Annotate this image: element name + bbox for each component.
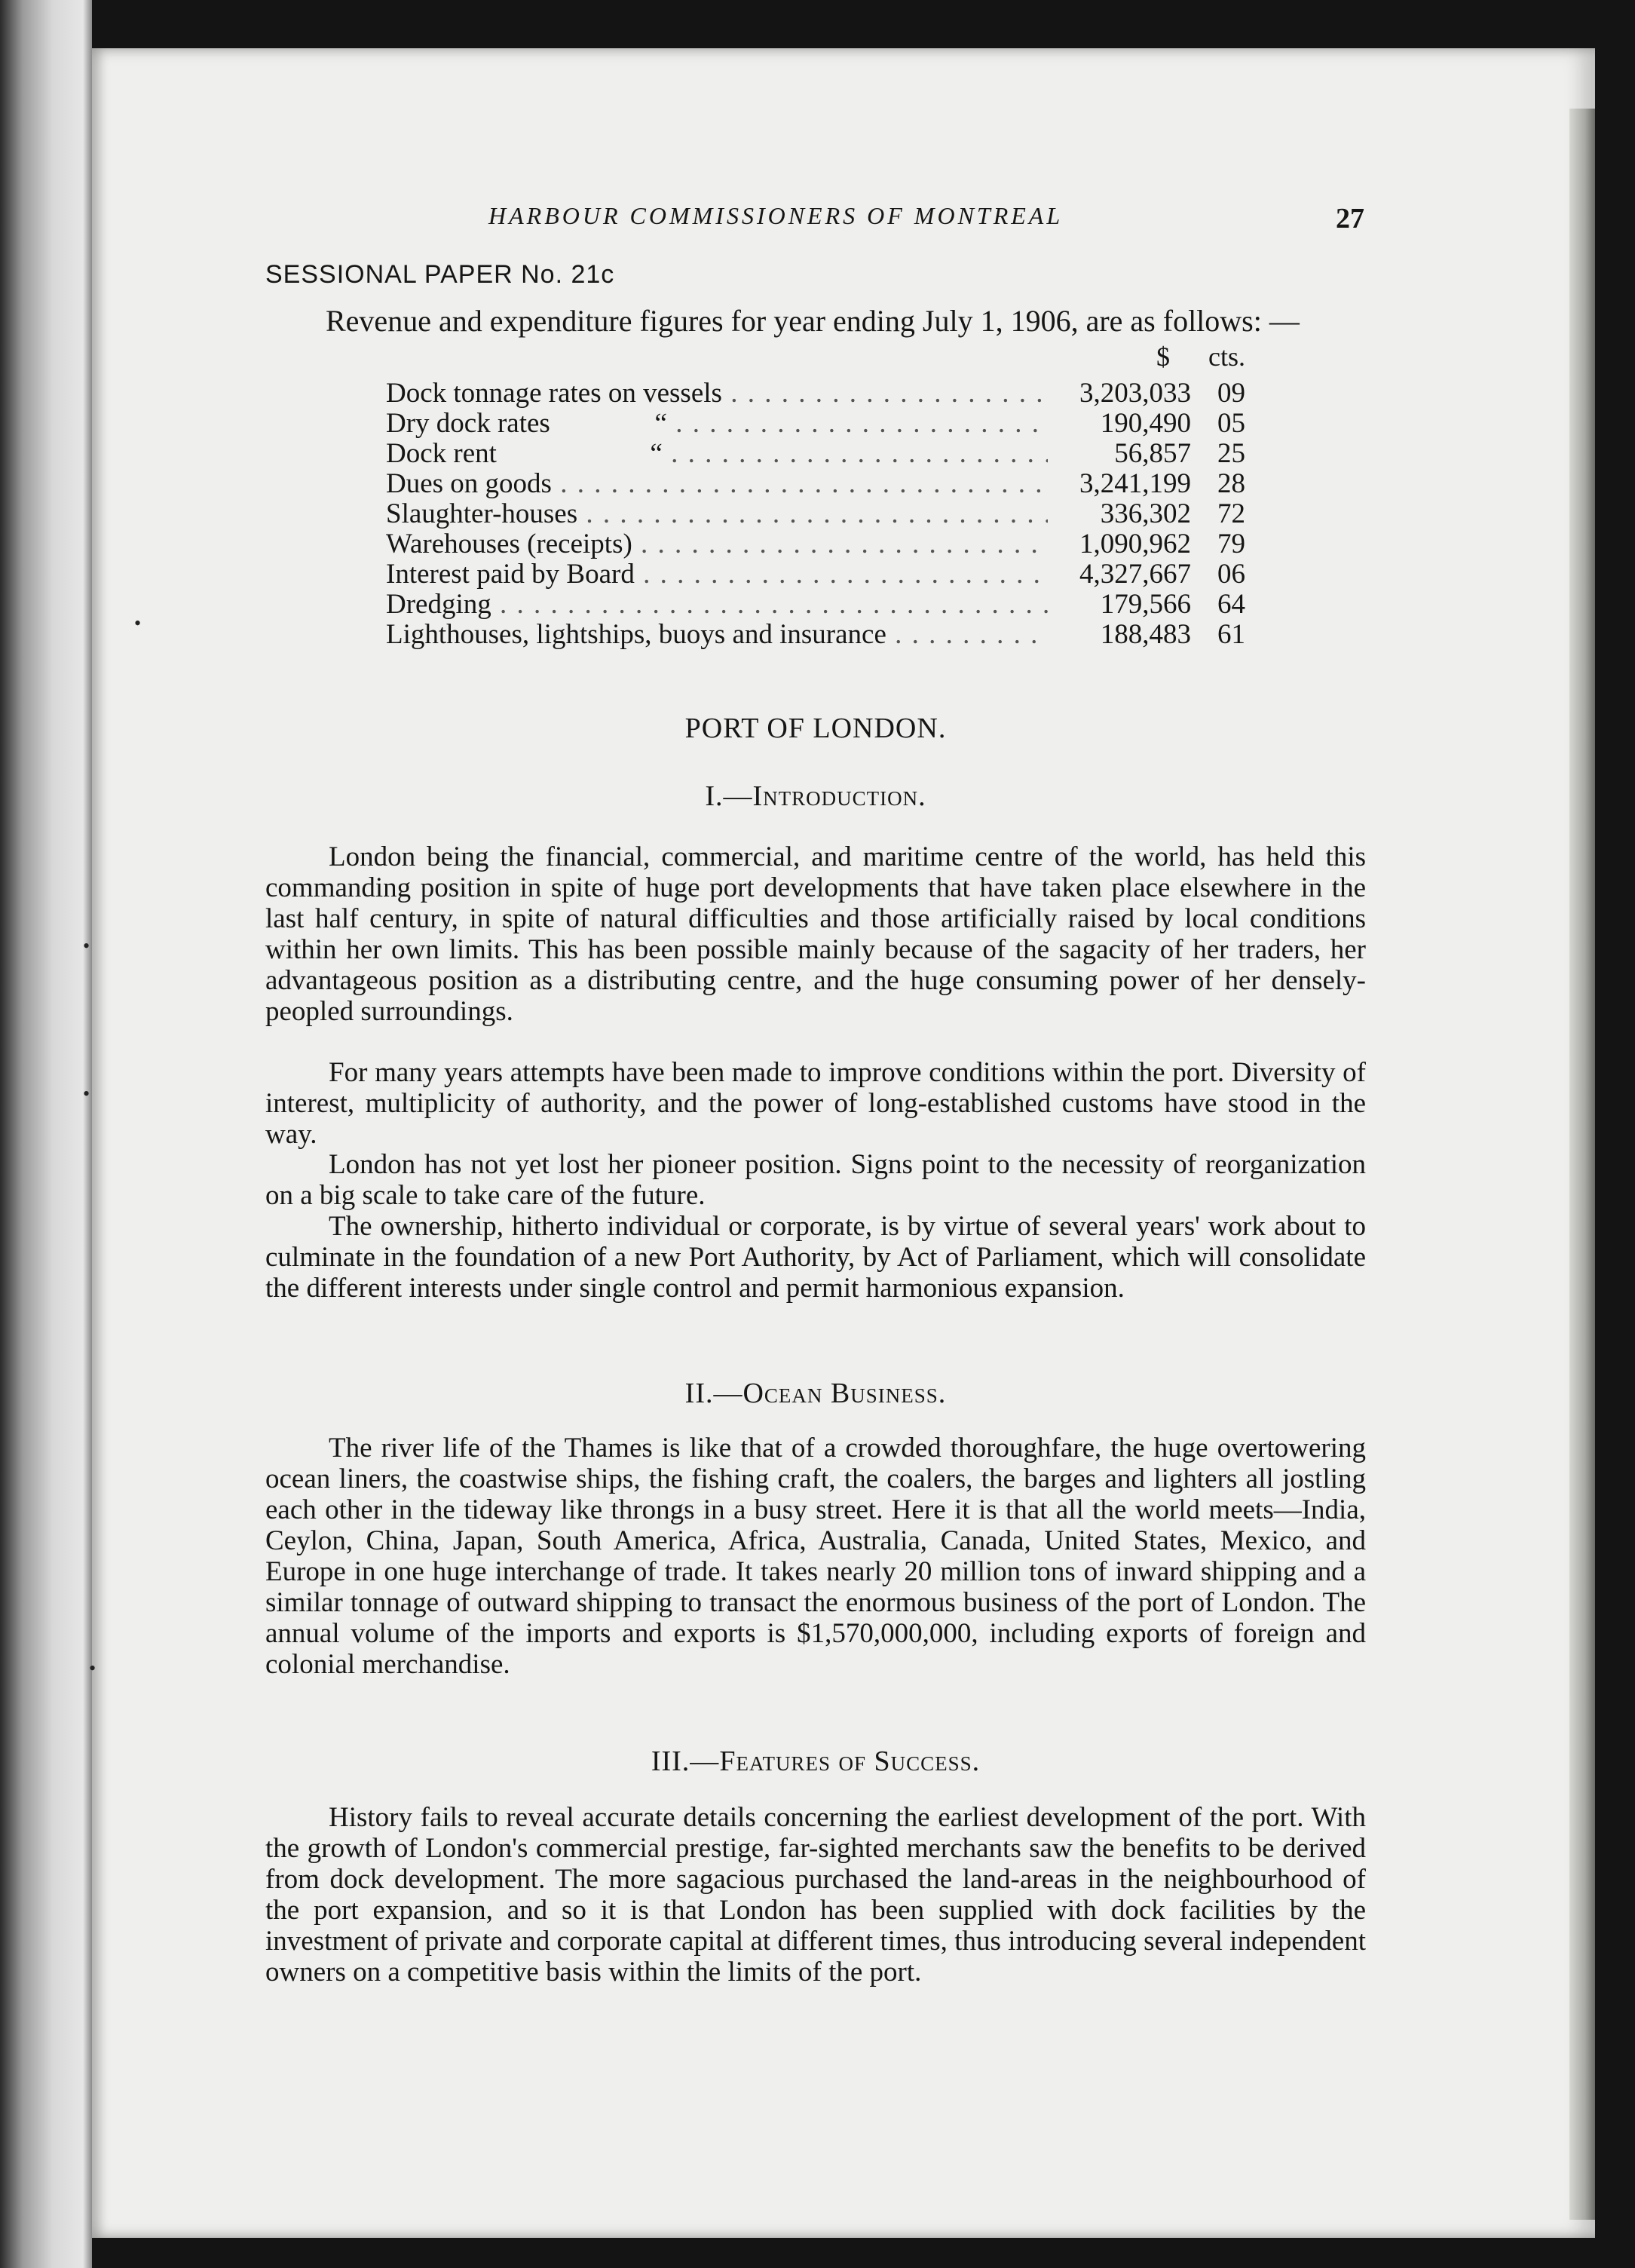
section-title: Introduction.: [752, 780, 926, 812]
row-cents: 28: [1217, 468, 1245, 499]
row-dollars: 336,302: [1100, 498, 1191, 529]
row-label: Warehouses (receipts) . . .: [386, 528, 1048, 560]
row-cents: 61: [1217, 619, 1245, 650]
paragraph: London being the financial, commercial, and maritime centre of the world, has held this commanding position in spite of huge port developments that have taken place elsewhere in the last half century, in spite of natural difficulties and those artificially raised by local conditions within her own limits. This has been possible mainly because of the sagacity of her traders, her advantageous position as a distributing centre, and the huge consuming power of her densely-peopled surroundings.: [265, 841, 1366, 1027]
page-stack-edge: [1569, 109, 1595, 2220]
section-heading-ocean-business: [265, 1377, 1366, 1410]
section-prefix: I.—: [705, 780, 753, 812]
row-dollars: 3,241,199: [1079, 468, 1191, 499]
row-cents: 06: [1217, 559, 1245, 590]
section-title: Ocean Business.: [742, 1378, 947, 1409]
running-head: HARBOUR COMMISSIONERS OF MONTREAL: [488, 202, 1064, 229]
margin-mark: •: [83, 1083, 90, 1105]
page-number: 27: [1336, 203, 1364, 234]
margin-mark: •: [89, 1657, 96, 1679]
row-cents: 79: [1217, 529, 1245, 559]
row-label: Interest paid by Board . . .: [386, 558, 1048, 590]
cents-column-header: cts.: [1208, 342, 1245, 372]
row-dollars: 188,483: [1100, 619, 1191, 650]
row-dollars: 56,857: [1114, 438, 1191, 469]
section-heading-features-of-success: [265, 1745, 1366, 1778]
paragraph: History fails to reveal accurate details concerning the earliest development of the port. With the growth of London's commercial prestige, far-sighted merchants saw the benefits to be derived from dock development. The more sagacious purchased the land-areas in the neighbourhood of the port expansion, and so it is that London has been supplied with dock facilities by the investment of private and corporate capital at different times, thus introducing several independent owners on a competitive basis within the limits of the port.: [265, 1802, 1366, 1988]
row-cents: 25: [1217, 438, 1245, 469]
section-heading-introduction: [265, 780, 1366, 813]
table-row: [386, 377, 1245, 407]
revenue-intro: Revenue and expenditure figures for year ending July 1, 1906, are as follows: —: [326, 304, 1300, 338]
row-label: Dock rent “ . . .: [386, 437, 1048, 470]
margin-mark: •: [134, 612, 142, 634]
table-row: [386, 558, 1245, 588]
row-label: Slaughter-houses . . .: [386, 498, 1048, 530]
dollars-column-header: $: [1156, 342, 1170, 372]
row-cents: 64: [1217, 589, 1245, 620]
row-label: Dock tonnage rates on vessels . . .: [386, 377, 1048, 409]
section-title: Features of Success.: [719, 1745, 981, 1777]
facing-page-edge: [0, 0, 92, 2268]
paragraph: The ownership, hitherto individual or corporate, is by virtue of several years' work about to culminate in the foundation of a new Port Authority, by Act of Parliament, which will consolidate the different interests under single control and permit harmonious expansion.: [265, 1211, 1366, 1304]
row-dollars: 3,203,033: [1079, 378, 1191, 409]
table-row: [386, 437, 1245, 467]
paragraph: The river life of the Thames is like that of a crowded thoroughfare, the huge overtowering ocean liners, the coastwise ships, the fishing craft, the coalers, the barges and lighters all jostling each other in the tideway like throngs in a busy street. Here it is that all the world meets—India, Ceylon, China, Japan, South America, Africa, Australia, Canada, United States, Mexico, and Europe in one huge interchange of trade. It takes nearly 20 million tons of inward shipping and a similar tonnage of outward shipping to transact the enormous business of the port of London. The annual volume of the imports and exports is $1,570,000,000, including exports of foreign and colonial merchandise.: [265, 1433, 1366, 1680]
paragraph: For many years attempts have been made to improve conditions within the port. Diversity of interest, multiplicity of authority, and the power of long-established customs have stood in the way.: [265, 1057, 1366, 1150]
row-dollars: 1,090,962: [1079, 529, 1191, 559]
table-row: [386, 528, 1245, 558]
row-dollars: 190,490: [1100, 408, 1191, 439]
table-row: [386, 588, 1245, 618]
row-dollars: 179,566: [1100, 589, 1191, 620]
row-label: Lighthouses, lightships, buoys and insurance . . .: [386, 618, 1048, 651]
section-prefix: II.—: [684, 1378, 743, 1409]
row-cents: 05: [1217, 408, 1245, 439]
table-row: [386, 407, 1245, 437]
row-label: Dry dock rates “ . . .: [386, 407, 1048, 440]
row-dollars: 4,327,667: [1079, 559, 1191, 590]
row-label: Dues on goods . . .: [386, 467, 1048, 500]
table-row: [386, 498, 1245, 528]
section-prefix: III.—: [651, 1745, 720, 1777]
table-row: [386, 467, 1245, 498]
row-label: Dredging . . .: [386, 588, 1048, 621]
margin-mark: •: [83, 935, 90, 957]
row-cents: 09: [1217, 378, 1245, 409]
port-title: PORT OF LONDON.: [684, 713, 947, 744]
revenue-table: [386, 341, 1245, 648]
paragraph: London has not yet lost her pioneer position. Signs point to the necessity of reorganization on a big scale to take care of the future.: [265, 1149, 1366, 1211]
table-row: [386, 618, 1245, 648]
sessional-paper-label: SESSIONAL PAPER No. 21c: [265, 260, 615, 289]
table-header: [386, 341, 1245, 377]
row-cents: 72: [1217, 498, 1245, 529]
